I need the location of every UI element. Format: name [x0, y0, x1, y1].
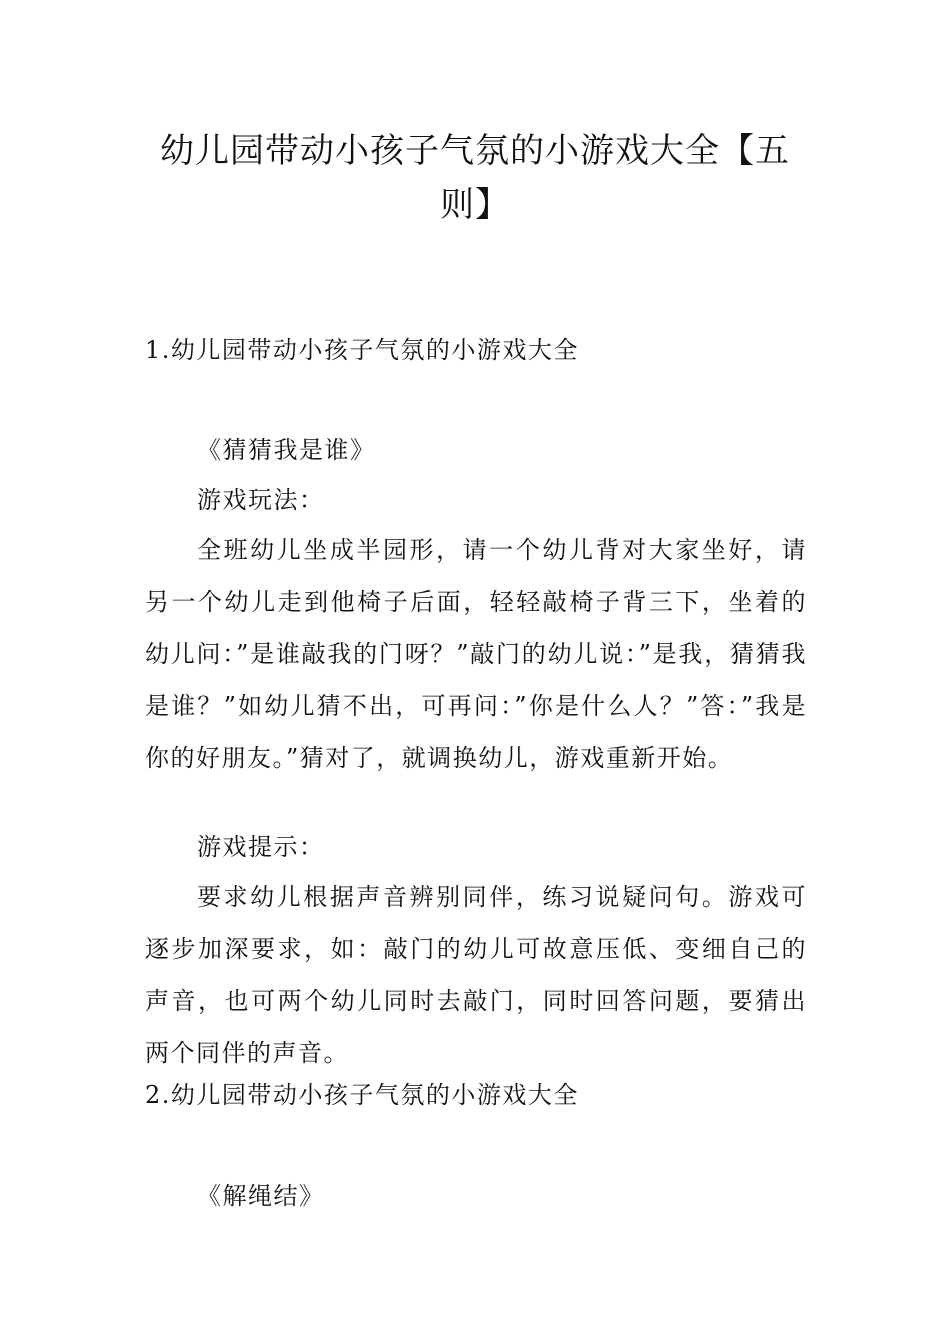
section-1-heading: 1.幼儿园带动小孩子气氛的小游戏大全: [145, 336, 579, 364]
section-1-rules-label: 游戏玩法：: [197, 486, 325, 514]
section-1-game-title: 《猜猜我是谁》: [197, 436, 376, 464]
section-1-rules-text: 全班幼儿坐成半园形，请一个幼儿背对大家坐好，请另一个幼儿走到他椅子后面，轻轻敲椅子背三下，坐着的幼儿问：”是谁敲我的门呀？”敲门的幼儿说：”是我，猜猜我是谁？”如幼儿猜不出，可再问：”你是什么人？”答：”我是你的好朋友。”猜对了，就调换幼儿，游戏重新开始。: [145, 536, 807, 772]
section-1-tips-label: 游戏提示：: [197, 833, 325, 861]
section-1-tips-text: 要求幼儿根据声音辨别同伴，练习说疑问句。游戏可逐步加深要求，如：敲门的幼儿可故意压低、变细自己的声音，也可两个幼儿同时去敲门，同时回答问题，要猜出两个同伴的声音。: [145, 883, 807, 1067]
section-2-heading: 2.幼儿园带动小孩子气氛的小游戏大全: [145, 1081, 579, 1109]
document-title: 幼儿园带动小孩子气氛的小游戏大全【五则】: [160, 131, 790, 225]
section-2-game-title: 《解绳结》: [197, 1182, 325, 1210]
